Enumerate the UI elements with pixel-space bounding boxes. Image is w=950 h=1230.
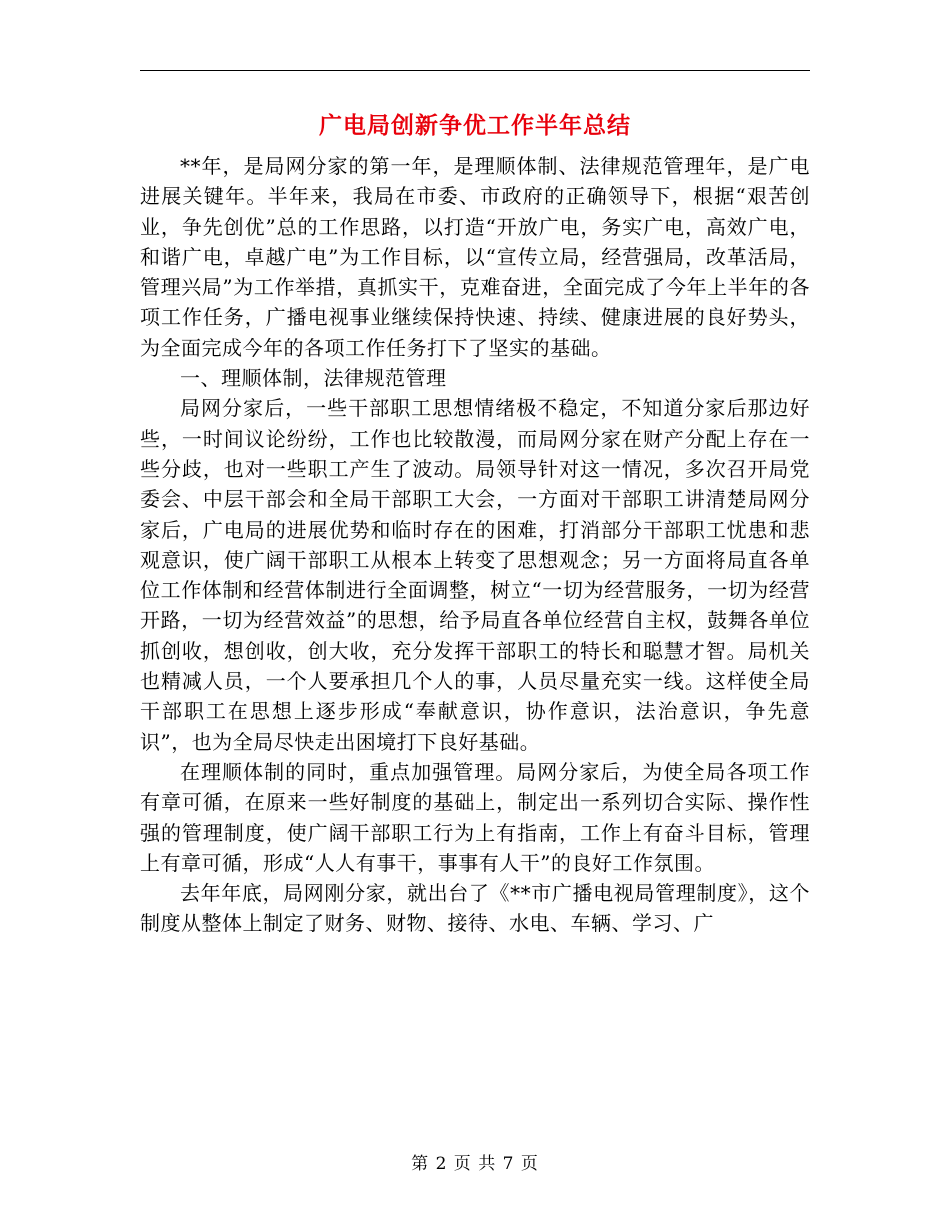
page-number-footer: 第 2 页 共 7 页 <box>411 1154 539 1174</box>
paragraph-intro: **年，是局网分家的第一年，是理顺体制、法律规范管理年，是广电进展关键年。半年来，我局在市委、市政府的正确领导下，根据“艰苦创业，争先创优”总的工作思路，以打造“开放广电，务实广电，高效广电，和谐广电，卓越广电”为工作目标，以“宣传立局，经营强局，改革活局，管理兴局”为工作举措，真抓实干，克难奋进，全面完成了今年上半年的各项工作任务，广播电视事业继续保持快速、持续、健康进展的良好势头，为全面完成今年的各项工作任务打下了坚实的基础。 <box>140 154 810 360</box>
section-heading: 一、理顺体制，法律规范管理 <box>180 366 447 391</box>
document-body <box>140 151 810 939</box>
document-title: 广电局创新争优工作半年总结 <box>319 112 631 139</box>
header-rule <box>140 70 810 71</box>
paragraph-body: 在理顺体制的同时，重点加强管理。局网分家后，为使全局各项工作有章可循，在原来一些好制度的基础上，制定出一系列切合实际、操作性强的管理制度，使广阔干部职工行为上有指南，工作上有奋斗目标，管理上有章可循，形成“人人有事干，事事有人干”的良好工作氛围。 <box>140 759 810 875</box>
paragraph-body: 局网分家后，一些干部职工思想情绪极不稳定，不知道分家后那边好些，一时间议论纷纷，工作也比较散漫，而局网分家在财产分配上存在一些分歧，也对一些职工产生了波动。局领导针对这一情况，多次召开局党委会、中层干部会和全局干部职工大会，一方面对干部职工讲清楚局网分家后，广电局的进展优势和临时存在的困难，打消部分干部职工忧患和悲观意识，使广阔干部职工从根本上转变了思想观念；另一方面将局直各单位工作体制和经营体制进行全面调整，树立“一切为经营服务，一切为经营开路，一切为经营效益”的思想，给予局直各单位经营自主权，鼓舞各单位抓创收，想创收，创大收，充分发挥干部职工的特长和聪慧才智。局机关也精减人员，一个人要承担几个人的事，人员尽量充实一线。这样使全局干部职工在思想上逐步形成“奉献意识，协作意识，法治意识，争先意识”，也为全局尽快走出困境打下良好基础。 <box>140 396 810 754</box>
paragraph-body: 去年年底，局网刚分家，就出台了《**市广播电视局管理制度》，这个制度从整体上制定了财务、财物、接待、水电、车辆、学习、广 <box>140 881 810 936</box>
